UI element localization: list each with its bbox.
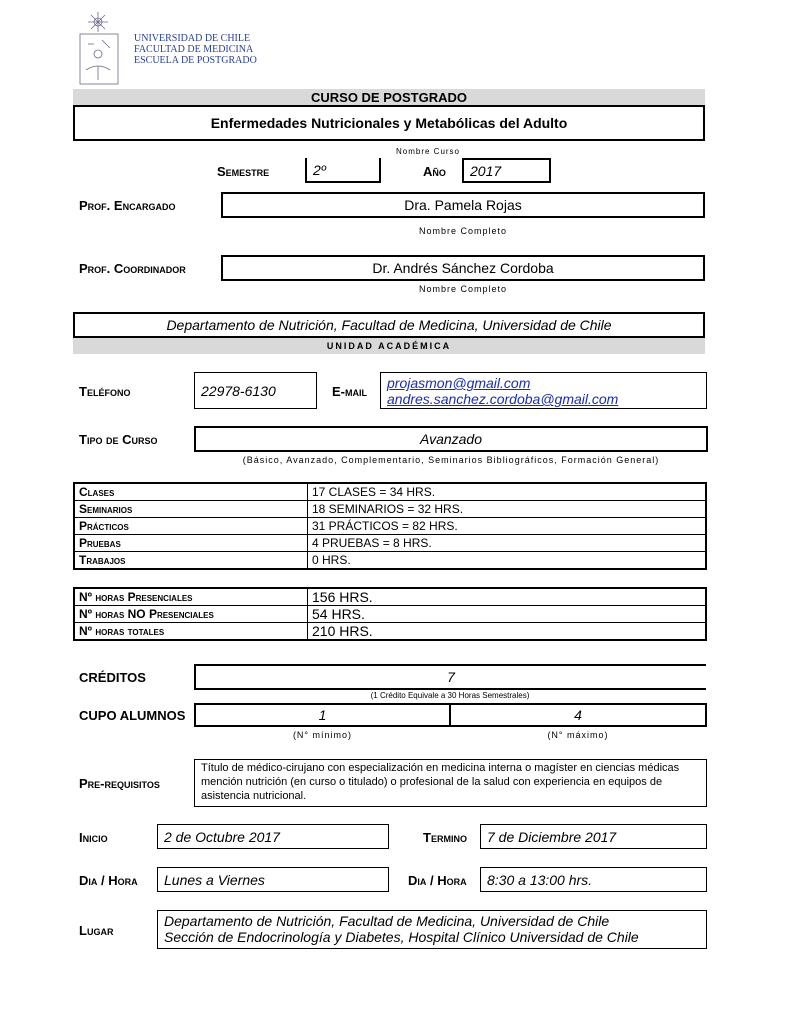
telefono-label: Teléfono — [79, 384, 131, 399]
prof-coordinador-value: Dr. Andrés Sánchez Cordoba — [372, 260, 554, 276]
course-name: Enfermedades Nutricionales y Metabólicas del Adulto — [210, 115, 568, 131]
course-name-box — [73, 105, 705, 141]
dia-hora-label-1: Dia / Hora — [79, 873, 138, 888]
creditos-caption: (1 Crédito Equivale a 30 Horas Semestrales) — [370, 691, 530, 700]
activity-row — [74, 518, 706, 535]
email-label: E-mail — [332, 384, 367, 399]
activity-row-label: Seminarios — [74, 501, 308, 518]
email-field[interactable] — [380, 372, 707, 409]
tipo-curso-caption: (Básico, Avanzado, Complementario, Seminarios Bibliográficos, Formación General) — [242, 455, 660, 465]
activity-row — [74, 552, 706, 570]
hours-row — [74, 623, 706, 641]
hours-row-label: Nº horas Presenciales — [74, 588, 308, 606]
university-logo — [78, 10, 122, 86]
hours-row-value[interactable]: 54 HRS. — [308, 606, 707, 623]
tipo-curso-value: Avanzado — [419, 431, 482, 447]
activity-row — [74, 483, 706, 501]
semester-value: 2º — [313, 161, 326, 178]
telefono-field[interactable] — [194, 372, 317, 409]
year-label: Año — [423, 164, 446, 179]
prof-coordinador-field[interactable] — [221, 255, 705, 281]
prof-coordinador-caption: Nombre Completo — [418, 284, 508, 294]
inicio-field[interactable] — [157, 824, 389, 849]
cupo-min-field[interactable] — [194, 703, 451, 727]
prof-encargado-field[interactable] — [221, 192, 705, 218]
hours-row-value[interactable]: 210 HRS. — [308, 623, 707, 641]
unidad-value: Departamento de Nutrición, Facultad de Medicina, Universidad de Chile — [166, 317, 612, 333]
prerequisitos-field[interactable] — [194, 759, 707, 807]
hours-row-label: Nº horas NO Presenciales — [74, 606, 308, 623]
hours-table — [73, 587, 707, 641]
activity-row — [74, 501, 706, 518]
activity-row-value[interactable]: 18 SEMINARIOS = 32 HRS. — [308, 501, 707, 518]
school-name: ESCUELA DE POSTGRADO — [134, 55, 257, 66]
year-value: 2017 — [470, 162, 502, 179]
activity-row-value[interactable]: 17 CLASES = 34 HRS. — [308, 483, 707, 501]
year-field[interactable] — [462, 158, 551, 183]
unidad-field[interactable] — [73, 312, 705, 338]
university-name: UNIVERSIDAD DE CHILE — [134, 33, 251, 44]
termino-label: Termino — [423, 830, 467, 845]
hours-row — [74, 588, 706, 606]
lugar-field[interactable] — [157, 910, 707, 949]
telefono-value: 22978-6130 — [201, 382, 276, 399]
email-link-1[interactable]: projasmon@gmail.com — [387, 375, 531, 391]
activity-row-label: Prácticos — [74, 518, 308, 535]
dia-hora-label-2: Dia / Hora — [408, 873, 467, 888]
prerequisitos-value: Título de médico-cirujano con especialización en medicina interna o magíster en ciencias médicas mención nutrición (en curso o titulado) o profesional de la salud con experiencia en equipos de asistencia nutricional. — [201, 762, 680, 802]
inicio-value: 2 de Octubre 2017 — [164, 828, 280, 845]
activity-row-label: Pruebas — [74, 535, 308, 552]
activity-row-label: Trabajos — [74, 552, 308, 570]
hora-field[interactable] — [480, 867, 707, 892]
email-link-2[interactable]: andres.sanchez.cordoba@gmail.com — [387, 391, 619, 407]
cupo-label: CUPO ALUMNOS — [79, 708, 186, 723]
hours-row-value[interactable]: 156 HRS. — [308, 588, 707, 606]
tipo-curso-label: Tipo de Curso — [79, 432, 158, 447]
unidad-caption: UNIDAD ACADÉMICA — [73, 338, 705, 354]
dia-field[interactable] — [157, 867, 389, 892]
semester-field[interactable] — [305, 158, 381, 183]
prof-encargado-label: Prof. Encargado — [79, 198, 176, 213]
termino-field[interactable] — [480, 824, 707, 849]
prerequisitos-label: Pre-requisitos — [79, 776, 160, 791]
creditos-value: 7 — [447, 669, 455, 685]
inicio-label: Inicio — [79, 830, 108, 845]
prof-encargado-value: Dra. Pamela Rojas — [404, 197, 522, 213]
cupo-min-value: 1 — [318, 707, 327, 723]
creditos-label: CRÉDITOS — [79, 670, 146, 685]
semester-label: Semestre — [217, 164, 270, 179]
lugar-line-2: Sección de Endocrinología y Diabetes, Hospital Clínico Universidad de Chile — [164, 929, 639, 945]
cupo-max-field[interactable] — [449, 703, 707, 727]
activity-row-value[interactable]: 31 PRÁCTICOS = 82 HRS. — [308, 518, 707, 535]
activities-table — [73, 482, 707, 570]
activity-row-label: Clases — [74, 483, 308, 501]
course-type-banner: CURSO DE POSTGRADO — [73, 89, 705, 105]
hours-row-label: Nº horas totales — [74, 623, 308, 641]
prof-encargado-caption: Nombre Completo — [418, 226, 508, 236]
activity-row-value[interactable]: 4 PRUEBAS = 8 HRS. — [308, 535, 707, 552]
cupo-max-value: 4 — [574, 707, 582, 723]
hours-row — [74, 606, 706, 623]
university-seal-icon — [78, 10, 122, 86]
prof-coordinador-label: Prof. Coordinador — [79, 261, 186, 276]
course-name-caption: Nombre Curso — [395, 147, 460, 156]
hora-value: 8:30 a 13:00 hrs. — [487, 871, 593, 888]
activity-row — [74, 535, 706, 552]
tipo-curso-field[interactable] — [194, 426, 708, 452]
creditos-field[interactable] — [194, 664, 706, 690]
termino-value: 7 de Diciembre 2017 — [487, 828, 617, 845]
faculty-name: FACULTAD DE MEDICINA — [134, 44, 254, 55]
activity-row-value[interactable]: 0 HRS. — [308, 552, 707, 570]
cupo-min-caption: (N° mínimo) — [292, 730, 353, 740]
cupo-max-caption: (N° máximo) — [547, 730, 609, 740]
dia-value: Lunes a Viernes — [164, 871, 265, 888]
institution-header — [134, 33, 274, 66]
lugar-label: Lugar — [79, 923, 114, 938]
lugar-line-1: Departamento de Nutrición, Facultad de Medicina, Universidad de Chile — [164, 913, 610, 929]
